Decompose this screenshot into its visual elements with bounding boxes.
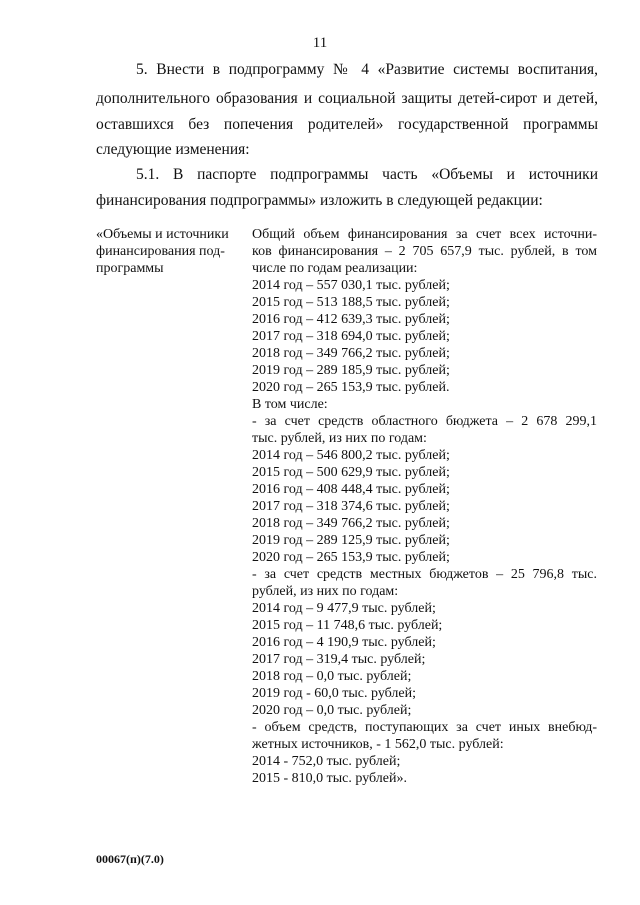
table-right-cell (252, 226, 597, 787)
right-cell-line: 2020 год – 265 153,9 тыс. рублей. (252, 380, 450, 395)
clause-line: финансирования подпрограммы» изложить в следующей редакции: (96, 192, 543, 209)
right-cell-line: 2019 год - 60,0 тыс. рублей; (252, 686, 417, 701)
left-cell-line: «Объемы и источники (96, 227, 229, 242)
right-cell-line: Общий объем финансирования за счет всех источни- (252, 227, 597, 242)
right-cell-line: 2020 год – 0,0 тыс. рублей; (252, 703, 412, 718)
right-cell-line: В том числе: (252, 397, 328, 412)
right-cell-line: 2016 год – 408 448,4 тыс. рублей; (252, 482, 450, 497)
right-cell-line: 2015 год – 11 748,6 тыс. рублей; (252, 618, 443, 633)
right-cell-line: 2017 год – 319,4 тыс. рублей; (252, 652, 426, 667)
right-cell-line: тыс. рублей, из них по годам: (252, 431, 427, 446)
right-cell-line: 2018 год – 349 766,2 тыс. рублей; (252, 516, 450, 531)
intro-line: оставшихся без попечения родителей» государственной программы (96, 116, 598, 133)
right-cell-line: 2017 год – 318 374,6 тыс. рублей; (252, 499, 450, 514)
right-cell-line: 2015 - 810,0 тыс. рублей». (252, 771, 407, 786)
left-cell-line: финансирования под- (96, 244, 225, 259)
document-code: 00067(п)(7.0) (96, 852, 164, 866)
intro-line: следующие изменения: (96, 141, 250, 158)
intro-line: дополнительного образования и социальной защиты детей-сирот и детей, (96, 90, 598, 107)
table-left-cell (96, 226, 246, 277)
right-cell-line: 2014 год – 9 477,9 тыс. рублей; (252, 601, 436, 616)
right-cell-line: рублей, из них по годам: (252, 584, 399, 599)
right-cell-line: 2016 год – 412 639,3 тыс. рублей; (252, 312, 450, 327)
right-cell-line: - за счет средств местных бюджетов – 25 796,8 тыс. (252, 567, 597, 582)
right-cell-line: 2016 год – 4 190,9 тыс. рублей; (252, 635, 436, 650)
right-cell-line: ков финансирования – 2 705 657,9 тыс. рублей, в том (252, 244, 597, 259)
right-cell-line: 2018 год – 349 766,2 тыс. рублей; (252, 346, 450, 361)
right-cell-line: - объем средств, поступающих за счет иных внебюд- (252, 720, 597, 735)
right-cell-line: числе по годам реализации: (252, 261, 418, 276)
right-cell-line: 2019 год – 289 185,9 тыс. рублей; (252, 363, 450, 378)
left-cell-line: программы (96, 261, 164, 276)
right-cell-line: жетных источников, - 1 562,0 тыс. рублей: (252, 737, 504, 752)
right-cell-line: 2014 год – 546 800,2 тыс. рублей; (252, 448, 450, 463)
right-cell-line: 2018 год – 0,0 тыс. рублей; (252, 669, 412, 684)
right-cell-line: 2020 год – 265 153,9 тыс. рублей; (252, 550, 450, 565)
right-cell-line: - за счет средств областного бюджета – 2 678 299,1 (252, 414, 597, 429)
page-number: 11 (312, 35, 328, 51)
right-cell-line: 2014 год – 557 030,1 тыс. рублей; (252, 278, 450, 293)
right-cell-line: 2019 год – 289 125,9 тыс. рублей; (252, 533, 450, 548)
right-cell-line: 2015 год – 500 629,9 тыс. рублей; (252, 465, 450, 480)
intro-line: 5. Внести в подпрограмму № 4 «Развитие системы воспитания, (136, 61, 598, 78)
right-cell-line: 2017 год – 318 694,0 тыс. рублей; (252, 329, 450, 344)
right-cell-line: 2015 год – 513 188,5 тыс. рублей; (252, 295, 450, 310)
right-cell-line: 2014 - 752,0 тыс. рублей; (252, 754, 401, 769)
clause-line: 5.1. В паспорте подпрограммы часть «Объемы и источники (136, 166, 598, 183)
